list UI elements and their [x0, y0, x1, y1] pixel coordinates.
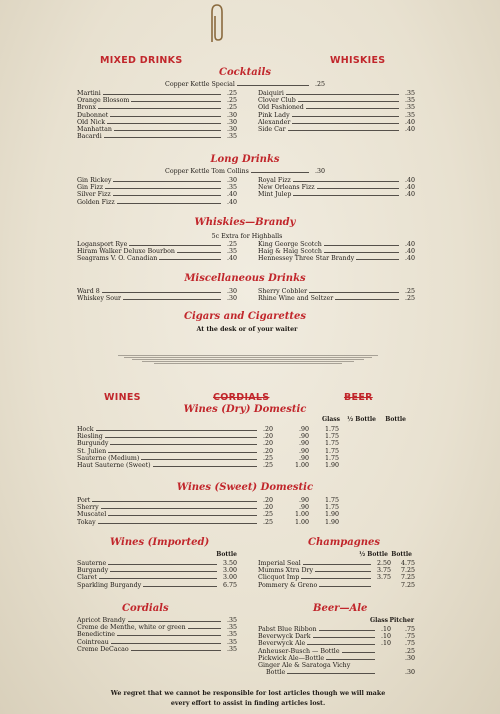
- list-item: Claret 3.00: [77, 574, 237, 582]
- list-item: Ginger Ale & Saratoga Vichy: [258, 662, 351, 670]
- whiskies-left-list: [77, 241, 237, 263]
- header-mixed-drinks: MIXED DRINKS: [100, 55, 183, 66]
- column-header-half-bottle: ½ Bottle: [346, 416, 376, 423]
- list-item: Cointreau .35: [77, 638, 237, 646]
- section-title-wines-sweet: Wines (Sweet) Domestic: [176, 482, 314, 493]
- section-title-wines-dry: Wines (Dry) Domestic: [183, 404, 307, 415]
- list-item: Sherry Cobbler .25: [258, 288, 415, 295]
- list-item: Ward 8 .30: [77, 288, 237, 295]
- table-row: Burgundy .20 .90 1.75: [77, 440, 339, 448]
- list-item: Creme DeCacao .35: [77, 645, 237, 653]
- list-item: Orange Blossom .25: [77, 97, 237, 105]
- beer-column-headers: [368, 617, 414, 624]
- whiskies-right-list: [258, 241, 415, 263]
- wines-imported-list: [77, 560, 237, 589]
- list-item: Pabst Blue Ribbon .10 .75: [258, 626, 415, 633]
- footer-line-1: We regret that we cannot be responsible for lost articles though we will make: [110, 690, 386, 697]
- cocktails-special-row: [165, 81, 325, 88]
- list-item: Gin Fizz .35: [77, 184, 237, 192]
- wines-dry-list: [77, 426, 339, 469]
- paper-clip-icon: [202, 2, 228, 46]
- list-item: Bacardi .35: [77, 133, 237, 141]
- table-row: Tokay .25 1.00 1.90: [77, 518, 339, 526]
- list-item: Sauterne 3.50: [77, 560, 237, 567]
- long-drinks-special-row: Copper Kettle Tom Collins .30: [165, 168, 325, 175]
- list-item: Sparkling Burgandy 6.75: [77, 581, 237, 589]
- section-title-long-drinks: Long Drinks: [210, 154, 280, 165]
- list-item: Side Car .40: [258, 126, 415, 134]
- section-title-wines-imported: Wines (Imported): [110, 537, 210, 548]
- list-item: Beverwyck Ale .10 .75: [258, 640, 415, 648]
- list-item: Silver Fizz .40: [77, 191, 237, 199]
- column-header-pitcher: Pitcher: [389, 617, 414, 624]
- section-title-cocktails: Cocktails: [219, 67, 271, 78]
- column-header-glass: Glass: [321, 416, 340, 423]
- table-row: St. Julien .20 .90 1.75: [77, 447, 339, 455]
- list-item: Royal Fizz .40: [258, 177, 415, 184]
- list-item: Gin Rickey .30: [77, 177, 237, 184]
- table-row: Riesling .20 .90 1.75: [77, 433, 339, 441]
- list-item: Hiram Walker Deluxe Bourbon .35: [77, 248, 237, 256]
- list-item: Rhine Wine and Seltzer .25: [258, 295, 415, 303]
- header-cordials: CORDIALS: [213, 392, 270, 403]
- list-item: Mumms Xtra Dry 3.75 7.25: [258, 567, 415, 575]
- beer-list: [258, 626, 415, 676]
- champagnes-column-headers: [358, 551, 412, 558]
- list-item: Benedictine .35: [77, 631, 237, 639]
- list-item: Logansport Rye .25: [77, 241, 237, 248]
- list-item: Clover Club .35: [258, 97, 415, 105]
- list-item: Clicquot Imp 3.75 7.25: [258, 574, 415, 582]
- list-item: Anheuser-Busch — Bottle .25: [258, 647, 415, 655]
- list-item: Pickwick Ale—Bottle .30: [258, 654, 415, 662]
- long-drinks-right-list: [258, 177, 415, 199]
- table-row: Sauterne (Medium) .25 .90 1.75: [77, 454, 339, 462]
- decorative-divider: [118, 355, 378, 365]
- header-wines: WINES: [104, 392, 141, 403]
- long-drinks-left-list: [77, 177, 237, 206]
- list-item: Beverwyck Dark .10 .75: [258, 633, 415, 641]
- cigars-note: At the desk or of your waiter: [196, 326, 298, 333]
- list-item: Daiquiri .35: [258, 90, 415, 97]
- list-item: Alexander .40: [258, 118, 415, 126]
- list-item: King George Scotch .40: [258, 241, 415, 248]
- champagnes-list: [258, 560, 415, 589]
- list-item: Creme de Menthe, white or green .35: [77, 624, 237, 632]
- list-item: Bronx .25: [77, 104, 237, 112]
- list-item: Bottle .30: [266, 669, 415, 677]
- wines-column-headers: [318, 416, 406, 423]
- list-item: Pommery & Greno 7.25: [258, 581, 415, 589]
- section-title-cordials: Cordials: [122, 603, 169, 614]
- imported-column-header: [212, 551, 237, 558]
- list-item: Haig & Haig Scotch .40: [258, 248, 415, 256]
- list-item: Mint Julep .40: [258, 191, 415, 199]
- section-title-cigars: Cigars and Cigarettes: [184, 311, 306, 322]
- list-item: Golden Fizz .40: [77, 198, 237, 206]
- table-row: Haut Sauterne (Sweet) .25 1.00 1.90: [77, 462, 339, 470]
- list-item: Seagrams V. O. Canadian .40: [77, 255, 237, 263]
- list-item: Pink Lady .35: [258, 111, 415, 119]
- section-title-beer-ale: Beer—Ale: [313, 603, 368, 614]
- table-row: Sherry .20 .90 1.75: [77, 504, 339, 512]
- cocktails-left-list: [77, 90, 237, 140]
- list-item: New Orleans Fizz .40: [258, 184, 415, 192]
- list-item: Old Fashioned .35: [258, 104, 415, 112]
- column-header-bottle: Bottle: [391, 551, 412, 558]
- cordials-list: [77, 617, 237, 653]
- list-item: Manhattan .30: [77, 126, 237, 134]
- section-title-champagnes: Champagnes: [308, 537, 381, 548]
- misc-left-list: [77, 288, 237, 302]
- item-price: .25: [314, 81, 325, 88]
- list-item: Dubonnet .30: [77, 111, 237, 119]
- column-header-half-bottle: ½ Bottle: [358, 551, 388, 558]
- column-header-glass: Glass: [369, 617, 388, 624]
- footer-line-2: every effort to assist in finding articles lost.: [170, 700, 326, 707]
- cocktails-right-list: [258, 90, 415, 133]
- column-header-bottle: Bottle: [385, 416, 406, 423]
- header-beer: BEER: [344, 392, 373, 403]
- table-row: Port .20 .90 1.75: [77, 497, 339, 504]
- misc-right-list: [258, 288, 415, 302]
- list-item: Imperial Seal 2.50 4.75: [258, 560, 415, 567]
- table-row: Hock .20 .90 1.75: [77, 426, 339, 433]
- column-header-bottle: Bottle: [216, 551, 237, 558]
- list-item: Martini .25: [77, 90, 237, 97]
- wines-sweet-list: [77, 497, 339, 526]
- item-name: Copper Kettle Special: [165, 81, 235, 88]
- highball-note: 5c Extra for Highballs: [211, 233, 283, 240]
- table-row: Muscatel .25 1.00 1.90: [77, 511, 339, 519]
- header-whiskies: WHISKIES: [330, 55, 386, 66]
- list-item: Apricot Brandy .35: [77, 617, 237, 624]
- list-item: Hennessey Three Star Brandy .40: [258, 255, 415, 263]
- list-item: Whiskey Sour .30: [77, 295, 237, 303]
- section-title-whiskies-brandy: Whiskies—Brandy: [194, 217, 296, 228]
- leader-line: [237, 85, 309, 86]
- list-item: Old Nick .30: [77, 118, 237, 126]
- list-item: Burgandy 3.00: [77, 567, 237, 575]
- section-title-misc-drinks: Miscellaneous Drinks: [184, 273, 306, 284]
